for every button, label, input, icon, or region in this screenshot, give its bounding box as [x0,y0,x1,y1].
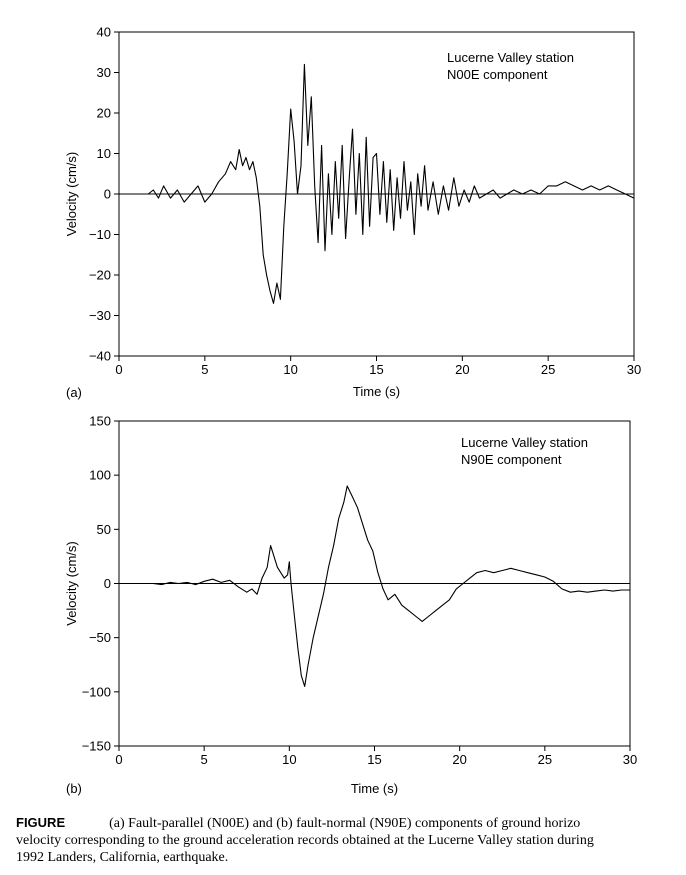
figure-caption [16,814,666,866]
x-tick-label: 25 [540,362,556,377]
x-tick-label: 25 [537,752,553,767]
y-axis-label: Velocity (cm/s) [64,541,79,626]
x-tick-label: 30 [622,752,638,767]
y-tick-label: 40 [96,24,111,40]
y-tick-label: 30 [96,65,111,80]
y-tick-label: 0 [103,576,111,591]
y-tick-label: −100 [81,684,111,700]
y-tick-label: 100 [89,467,111,483]
panel-label: (a) [66,385,82,400]
x-tick-label: 5 [201,362,209,377]
x-tick-label: 15 [369,362,384,377]
y-tick-label: −20 [88,267,111,283]
caption-label: FIGURE [16,815,66,830]
panel-label: (b) [66,781,82,796]
x-axis-label: Time (s) [350,781,399,796]
x-tick-label: 20 [455,362,470,377]
caption-line-3: 1992 Landers, California, earthquake. [16,850,229,865]
y-axis-label: Velocity (cm/s) [64,151,79,237]
chart-panel-1 [64,25,641,401]
y-tick-label: 0 [103,186,111,202]
x-tick-label: 15 [367,752,382,767]
y-tick-label: −30 [88,308,111,323]
x-tick-label: 20 [452,752,467,767]
caption-line-1: (a) Fault-parallel (N00E) and (b) fault-normal (N90E) components of ground horizo [109,816,581,831]
y-tick-label: 10 [96,146,111,161]
y-tick-label: −50 [88,630,111,646]
station-annotation: N00E component [447,67,548,82]
y-tick-label: 150 [89,413,111,429]
chart-panel-2 [64,414,637,797]
y-tick-label: 50 [96,521,111,537]
station-annotation: Lucerne Valley station [461,435,588,450]
y-tick-label: −150 [81,738,111,754]
x-tick-label: 0 [115,752,123,767]
caption-line-2: velocity corresponding to the ground acceleration records obtained at the Lucerne Valley station during [16,833,594,848]
station-annotation: N90E component [461,452,562,467]
x-axis-label: Time (s) [352,384,401,399]
y-tick-label: 20 [96,105,111,121]
y-tick-label: −10 [88,227,111,242]
x-tick-label: 0 [115,362,123,377]
x-tick-label: 5 [200,752,208,767]
y-tick-label: −40 [88,348,111,364]
velocity-trace [119,64,634,303]
x-tick-label: 30 [626,362,642,377]
x-tick-label: 10 [283,362,298,377]
station-annotation: Lucerne Valley station [447,50,574,65]
velocity-trace [119,486,630,686]
x-tick-label: 10 [282,752,297,767]
